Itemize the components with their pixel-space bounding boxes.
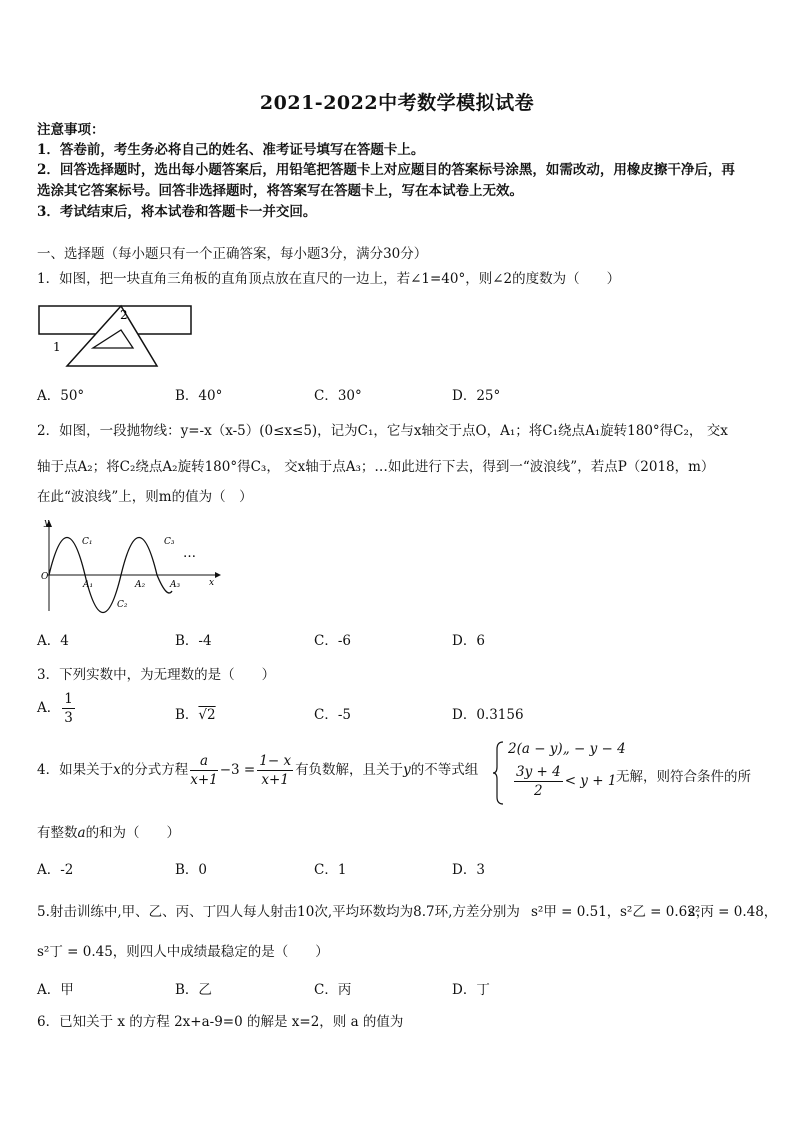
- q4-fraction-2: [257, 752, 293, 789]
- a3-label: A₃: [170, 580, 181, 590]
- fraction-numerator: 1: [64, 691, 73, 707]
- ruler-triangle-figure: [37, 302, 197, 372]
- q1-option-d[interactable]: D．25°: [452, 388, 501, 404]
- a2-label: A₂: [135, 580, 146, 590]
- q4-text-4: 的不等式组: [410, 762, 479, 778]
- q5-option-a[interactable]: A．甲: [37, 982, 74, 998]
- x-label: x: [209, 578, 215, 588]
- q4-var-a: a: [77, 825, 86, 841]
- c3-label: C₃: [164, 537, 175, 547]
- q2-option-d[interactable]: D．6: [452, 633, 485, 649]
- angle-2-label: 2: [120, 308, 128, 322]
- q4-text-2: 的分式方程: [120, 762, 189, 778]
- notice-item-2: 2．回答选择题时，选出每小题答案后，用铅笔把答题卡上对应题目的答案标号涂黑，如需改动，用橡皮擦干净后，再: [37, 162, 735, 178]
- question-4-line1: [37, 752, 478, 789]
- q4-option-c[interactable]: C．1: [314, 862, 347, 878]
- question-4-line2: [37, 821, 180, 841]
- q1-option-c[interactable]: C．30°: [314, 388, 362, 404]
- variance-jia: s²甲 = 0.51，: [531, 904, 621, 920]
- continuation-dots: …: [183, 546, 196, 561]
- q4-sys-tail: < y + 1: [564, 773, 617, 789]
- q2-option-b[interactable]: B．-4: [175, 633, 212, 649]
- y-label: y: [44, 518, 50, 528]
- variance-bing: s²丙 = 0.48，: [688, 904, 778, 920]
- q4-system-line2: [512, 763, 616, 800]
- q4-text-3: 有负数解，且关于: [295, 762, 404, 778]
- q4-option-d[interactable]: D．3: [452, 862, 485, 878]
- q4-text-5: 无解，则符合条件的所: [616, 769, 751, 785]
- question-2-line1: 2．如图，一段抛物线：y=-x（x-5）(0≤x≤5)，记为C₁，它与x轴交于点O，A₁；将C₁绕点A₁旋转180°得C₂， 交x: [37, 423, 728, 439]
- c1-label: C₁: [82, 537, 93, 547]
- q5-option-c[interactable]: C．丙: [314, 982, 352, 998]
- q4-line2-b: 的和为（ ）: [85, 825, 181, 841]
- c2-label: C₂: [117, 600, 128, 610]
- q3-option-b-label: B．: [175, 707, 199, 723]
- wave-graph: [35, 515, 225, 615]
- question-5-line2: [37, 940, 329, 960]
- notice-item-1: 1．答卷前，考生务必将自己的姓名、准考证号填写在答题卡上。: [37, 142, 425, 158]
- question-5-line1: 5.射击训练中,甲、乙、丙、丁四人每人射击10次,平均环数均为8.7环,方差分别为: [37, 904, 520, 920]
- q4-line2-a: 有整数: [37, 825, 78, 841]
- q5-option-d[interactable]: D．丁: [452, 982, 490, 998]
- q3-option-a-label: A．: [37, 700, 61, 716]
- notice-heading: 注意事项：: [37, 122, 105, 138]
- sqrt-two: √2: [198, 707, 216, 723]
- a1-label: A₁: [83, 580, 94, 590]
- q4-text-1: 4．如果关于: [37, 762, 114, 778]
- fraction-one-third: [62, 690, 75, 727]
- question-2-line3: 在此“波浪线”上，则m的值为（ ）: [37, 489, 253, 505]
- fraction-denominator: 3: [64, 710, 73, 726]
- section-heading: 一、选择题（每小题只有一个正确答案，每小题3分，满分30分）: [37, 246, 428, 262]
- q4-f1-num: a: [190, 752, 218, 771]
- q4-var-y: y: [403, 762, 411, 778]
- q1-option-b[interactable]: B．40°: [175, 388, 223, 404]
- question-1-stem: 1．如图，把一块直角三角板的直角顶点放在直尺的一边上，若∠1=40°，则∠2的度数为（ ）: [37, 271, 621, 287]
- notice-item-2-cont: 选涂其它答案标号。回答非选择题时，将答案写在答题卡上，写在本试卷上无效。: [37, 183, 523, 199]
- x-axis-arrow: [215, 572, 221, 578]
- exam-title: 2021-2022中考数学模拟试卷: [259, 92, 535, 114]
- question-6-stem: 6．已知关于 x 的方程 2x+a-9=0 的解是 x=2，则 a 的值为: [37, 1014, 404, 1030]
- q4-sys-num: 3y + 4: [516, 764, 561, 780]
- q4-option-b[interactable]: B．0: [175, 862, 208, 878]
- q2-option-c[interactable]: C．-6: [314, 633, 351, 649]
- q3-option-a[interactable]: [37, 690, 77, 727]
- question-3-stem: 3．下列实数中，为无理数的是（ ）: [37, 667, 276, 683]
- q4-option-a[interactable]: A．-2: [37, 862, 74, 878]
- q4-f2-den: x+1: [261, 772, 289, 788]
- q5-option-b[interactable]: B．乙: [175, 982, 212, 998]
- notice-item-3: 3．考试结束后，将本试卷和答题卡一并交回。: [37, 204, 317, 220]
- q3-option-d[interactable]: D．0.3156: [452, 707, 524, 723]
- q3-option-c[interactable]: C．-5: [314, 707, 351, 723]
- question-2-line2: 轴于点A₂；将C₂绕点A₂旋转180°得C₃， 交x轴于点A₃；…如此进行下去，得到一“波浪线”，若点P（2018，m）: [37, 459, 715, 475]
- q4-fraction-1: [190, 752, 218, 789]
- angle-1-label: 1: [53, 340, 61, 354]
- variance-ding: s²丁 = 0.45: [37, 944, 113, 960]
- system-brace: [493, 741, 505, 805]
- q4-mid: −3 =: [219, 762, 256, 778]
- q4-sys-den: 2: [534, 783, 543, 799]
- q2-option-a[interactable]: A．4: [37, 633, 69, 649]
- q4-system-fraction: [514, 763, 563, 800]
- q3-option-b[interactable]: [175, 703, 216, 723]
- q4-system-line1: 2(a − y)„ − y − 4: [508, 741, 626, 757]
- q5-line2-text: ，则四人中成绩最稳定的是（ ）: [112, 944, 329, 960]
- q4-var-x: x: [113, 762, 121, 778]
- origin-label: O: [41, 572, 49, 582]
- q4-f1-den: x+1: [190, 772, 218, 788]
- q4-f2-num: 1− x: [259, 753, 292, 769]
- variance-yi: s²乙 = 0.62，: [620, 904, 710, 920]
- q1-option-a[interactable]: A．50°: [37, 388, 85, 404]
